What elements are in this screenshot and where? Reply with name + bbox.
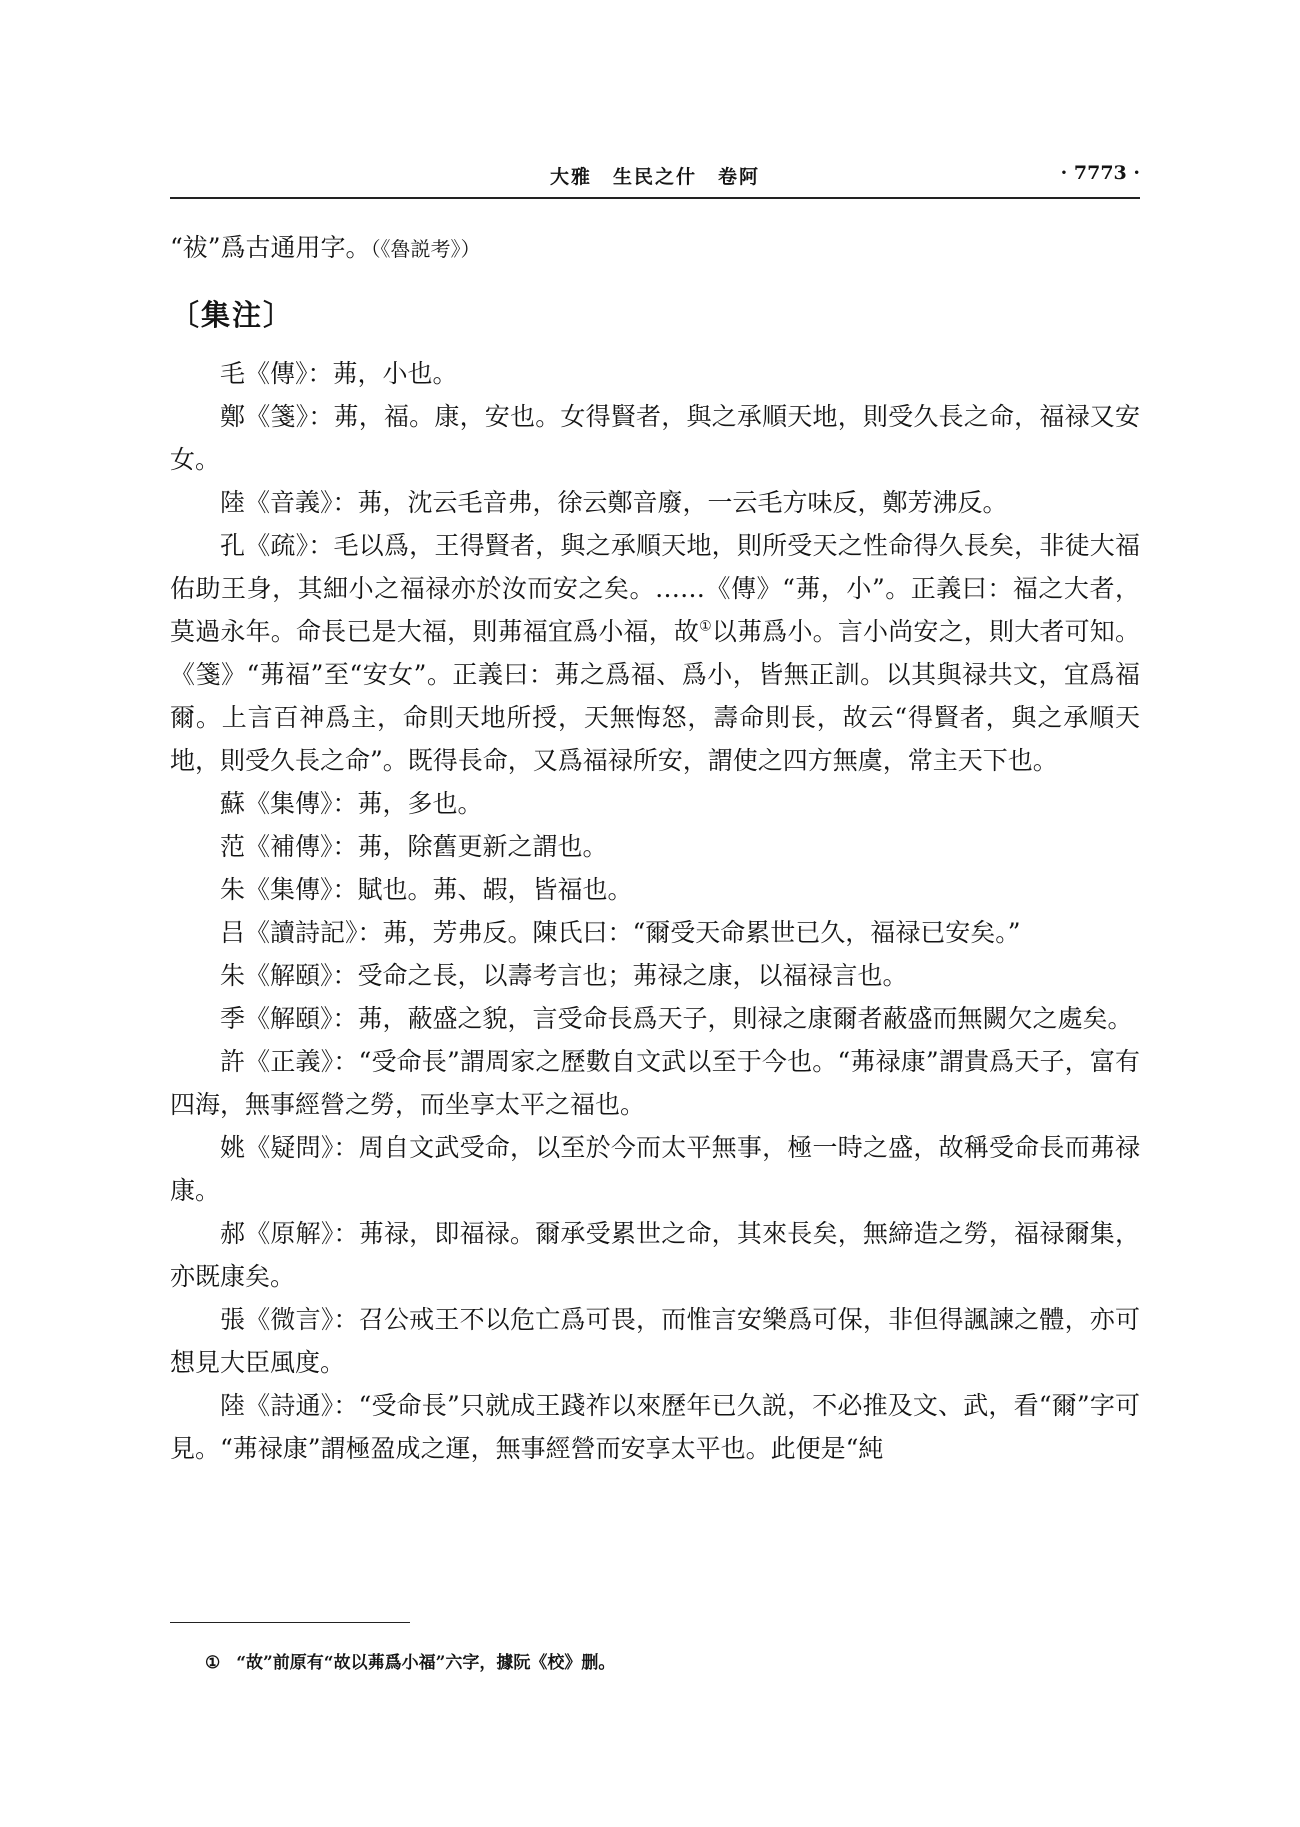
page-content — [170, 226, 1140, 1470]
header-rule — [170, 197, 1140, 199]
paragraph-text: 陸《音義》：茀，沈云毛音弗，徐云鄭音廢，一云毛方味反，鄭芳沸反。 — [220, 488, 1008, 517]
annotation-paragraph — [170, 868, 1140, 911]
footnote-reference[interactable]: ① — [699, 618, 712, 635]
annotation-paragraph — [170, 481, 1140, 524]
paragraph-text: 陸《詩通》：“受命長”只就成王踐祚以來歷年已久説，不必推及文、武，看“爾”字可見。“茀禄康”謂極盈成之運，無事經營而安享太平也。此便是“純 — [170, 1391, 1140, 1463]
paragraph-text: 姚《疑問》：周自文武受命，以至於今而太平無事，極一時之盛，故稱受命長而茀禄康。 — [170, 1133, 1140, 1205]
paragraph-text: 蘇《集傳》：茀，多也。 — [220, 789, 483, 818]
annotation-paragraph — [170, 1384, 1140, 1470]
footnote-mark: ① — [205, 1653, 221, 1673]
annotation-paragraph — [170, 352, 1140, 395]
annotation-paragraph — [170, 1212, 1140, 1298]
annotation-paragraph — [170, 911, 1140, 954]
paragraph-text: 郝《原解》：茀禄，即福禄。爾承受累世之命，其來長矣，無締造之勞，福禄爾集，亦既康矣。 — [170, 1219, 1140, 1291]
annotation-paragraph — [170, 1298, 1140, 1384]
footnote — [205, 1650, 1140, 1676]
running-header — [170, 162, 1140, 202]
annotation-paragraph — [170, 825, 1140, 868]
annotation-paragraph — [170, 954, 1140, 997]
paragraph-text: 朱《解頤》：受命之長，以壽考言也；茀禄之康，以福禄言也。 — [220, 961, 908, 990]
intro-source: （《魯説考》） — [370, 237, 481, 261]
footnote-rule — [170, 1622, 410, 1623]
annotation-paragraph — [170, 782, 1140, 825]
annotation-paragraph — [170, 1040, 1140, 1126]
annotation-paragraph — [170, 1126, 1140, 1212]
annotation-paragraph — [170, 395, 1140, 481]
paragraph-text: 季《解頤》：茀，蔽盛之貌，言受命長爲天子，則禄之康爾者蔽盛而無闕欠之處矣。 — [220, 1004, 1133, 1033]
section-title: 〔集注〕 — [170, 298, 295, 332]
footnote-text: “故”前原有“故以茀爲小福”六字，據阮《校》删。 — [236, 1653, 616, 1673]
paragraph-text: 許《正義》：“受命長”謂周家之歷數自文武以至于今也。“茀禄康”謂貴爲天子，富有四海，無事經營之勞，而坐享太平之福也。 — [170, 1047, 1140, 1119]
paragraph-text-continued: 以茀爲小。言小尚安之，則大者可知。《箋》“茀福”至“安女”。正義曰：茀之爲福、爲小，皆無正訓。以其與禄共文，宜爲福爾。上言百神爲主，命則天地所授，天無悔怒，壽命則長，故云“得賢者，與之承順天地，則受久長之命”。既得長命，又爲福禄所安，謂使之四方無虞，常主天下也。 — [170, 617, 1140, 775]
paragraph-text: 鄭《箋》：茀，福。康，安也。女得賢者，與之承順天地，則受久長之命，福禄又安女。 — [170, 402, 1140, 474]
intro-text: “祓”爲古通用字。 — [170, 233, 371, 262]
paragraph-text: 張《微言》：召公戒王不以危亡爲可畏，而惟言安樂爲可保，非但得諷諫之體，亦可想見大臣風度。 — [170, 1305, 1140, 1377]
running-title: 大雅 生民之什 卷阿 — [549, 166, 760, 188]
annotation-paragraph — [170, 997, 1140, 1040]
paragraph-text: 朱《集傳》：賦也。茀、嘏，皆福也。 — [220, 875, 633, 904]
intro-line — [170, 226, 1140, 271]
paragraph-text: 毛《傳》：茀，小也。 — [220, 359, 458, 388]
paragraph-text: 吕《讀詩記》：茀，芳弗反。陳氏曰：“爾受天命累世已久，福禄已安矣。” — [220, 918, 1021, 947]
paragraph-text: 孔《疏》：毛以爲，王得賢者，與之承順天地，則所受天之性命得久長矣，非徒大福佑助王身，其細小之福禄亦於汝而安之矣。……《傳》“茀，小”。正義曰：福之大者，莫過永年。命長已是大福，則茀福宜爲小福，故 — [170, 531, 1140, 646]
paragraph-text: 范《補傳》：茀，除舊更新之謂也。 — [220, 832, 608, 861]
page-number: · 7773 · — [1060, 162, 1140, 184]
annotation-paragraph — [170, 524, 1140, 782]
